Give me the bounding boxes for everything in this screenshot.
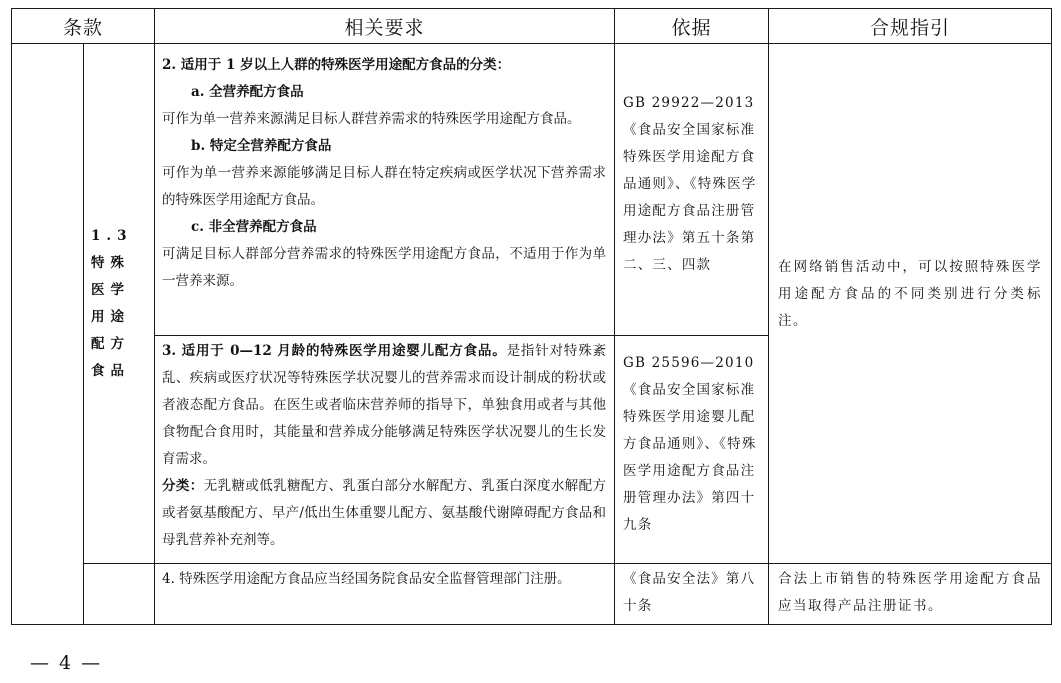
regulation-table	[11, 8, 1052, 625]
clause-cell	[12, 44, 84, 625]
header-guidance: 合规指引	[769, 9, 1052, 44]
requirement-line: 可作为单一营养来源满足目标人群营养需求的特殊医学用途配方食品。	[162, 111, 581, 127]
basis-cell	[615, 564, 769, 625]
classification-text: 无乳糖或低乳糖配方、乳蛋白部分水解配方、乳蛋白深度水解配方或者氨基酸配方、早产/低出生体重婴儿配方、氨基酸代谢障碍配方食品和母乳营养补充剂等。	[162, 478, 607, 548]
table-row	[12, 44, 1052, 336]
requirement-intro: 是指针对特殊紊乱、疾病或医疗状况等特殊医学状况婴儿的营养需求而设计制成的粉状或者液态配方食品。在医生或者临床营养师的指导下，单独食用或者与其他食物配合食用时，其能量和营养成分能够满足特殊医学状况婴儿的生长发育需求。	[162, 343, 607, 467]
requirement-subheading: b. 特定全营养配方食品	[191, 138, 332, 154]
header-clause: 条款	[12, 9, 155, 44]
basis-cell	[615, 44, 769, 336]
classification-label: 分类：	[162, 478, 204, 494]
basis-text: 《食品安全法》第八十条	[623, 571, 756, 614]
requirement-subheading: c. 非全营养配方食品	[191, 219, 317, 235]
requirement-text	[155, 564, 614, 597]
subclause-label: 1.3 特殊医学用途配方食品	[91, 227, 133, 379]
requirement-cell	[155, 564, 615, 625]
requirement-line: 可满足目标人群部分营养需求的特殊医学用途配方食品，不适用于作为单一营养来源。	[162, 246, 607, 289]
subclause-empty-cell	[84, 564, 155, 625]
requirement-text	[155, 44, 614, 299]
basis-text: GB 25596—2010《食品安全国家标准 特殊医学用途婴儿配方食品通则》、《特殊医学用途配方食品注册管理办法》第四十九条	[623, 355, 757, 533]
subclause-cell	[84, 44, 155, 564]
guidance-text: 合法上市销售的特殊医学用途配方食品应当取得产品注册证书。	[778, 571, 1043, 614]
basis-text: GB 29922—2013《食品安全国家标准 特殊医学用途配方食品通则》、《特殊医学用途配方食品注册管理办法》第五十条第二、三、四款	[623, 95, 757, 273]
requirement-text	[155, 336, 614, 558]
basis-cell	[615, 336, 769, 564]
requirement-line: 4. 特殊医学用途配方食品应当经国务院食品安全监督管理部门注册。	[162, 571, 571, 587]
requirement-cell	[155, 44, 615, 336]
header-basis: 依据	[615, 9, 769, 44]
requirement-intro-bold: 3. 适用于 0—12 月龄的特殊医学用途婴儿配方食品。	[162, 343, 507, 359]
table-row	[12, 564, 1052, 625]
header-requirements: 相关要求	[155, 9, 615, 44]
requirement-cell	[155, 336, 615, 564]
requirement-subheading: a. 全营养配方食品	[191, 84, 304, 100]
requirement-line: 2. 适用于 1 岁以上人群的特殊医学用途配方食品的分类：	[162, 57, 511, 73]
guidance-cell	[769, 564, 1052, 625]
guidance-cell	[769, 44, 1052, 564]
page-number: — 4 —	[30, 652, 103, 674]
requirement-line: 可作为单一营养来源能够满足目标人群在特定疾病或医学状况下营养需求的特殊医学用途配方食品。	[162, 165, 607, 208]
table-header-row	[12, 9, 1052, 44]
guidance-text: 在网络销售活动中，可以按照特殊医学用途配方食品的不同类别进行分类标注。	[778, 259, 1043, 329]
